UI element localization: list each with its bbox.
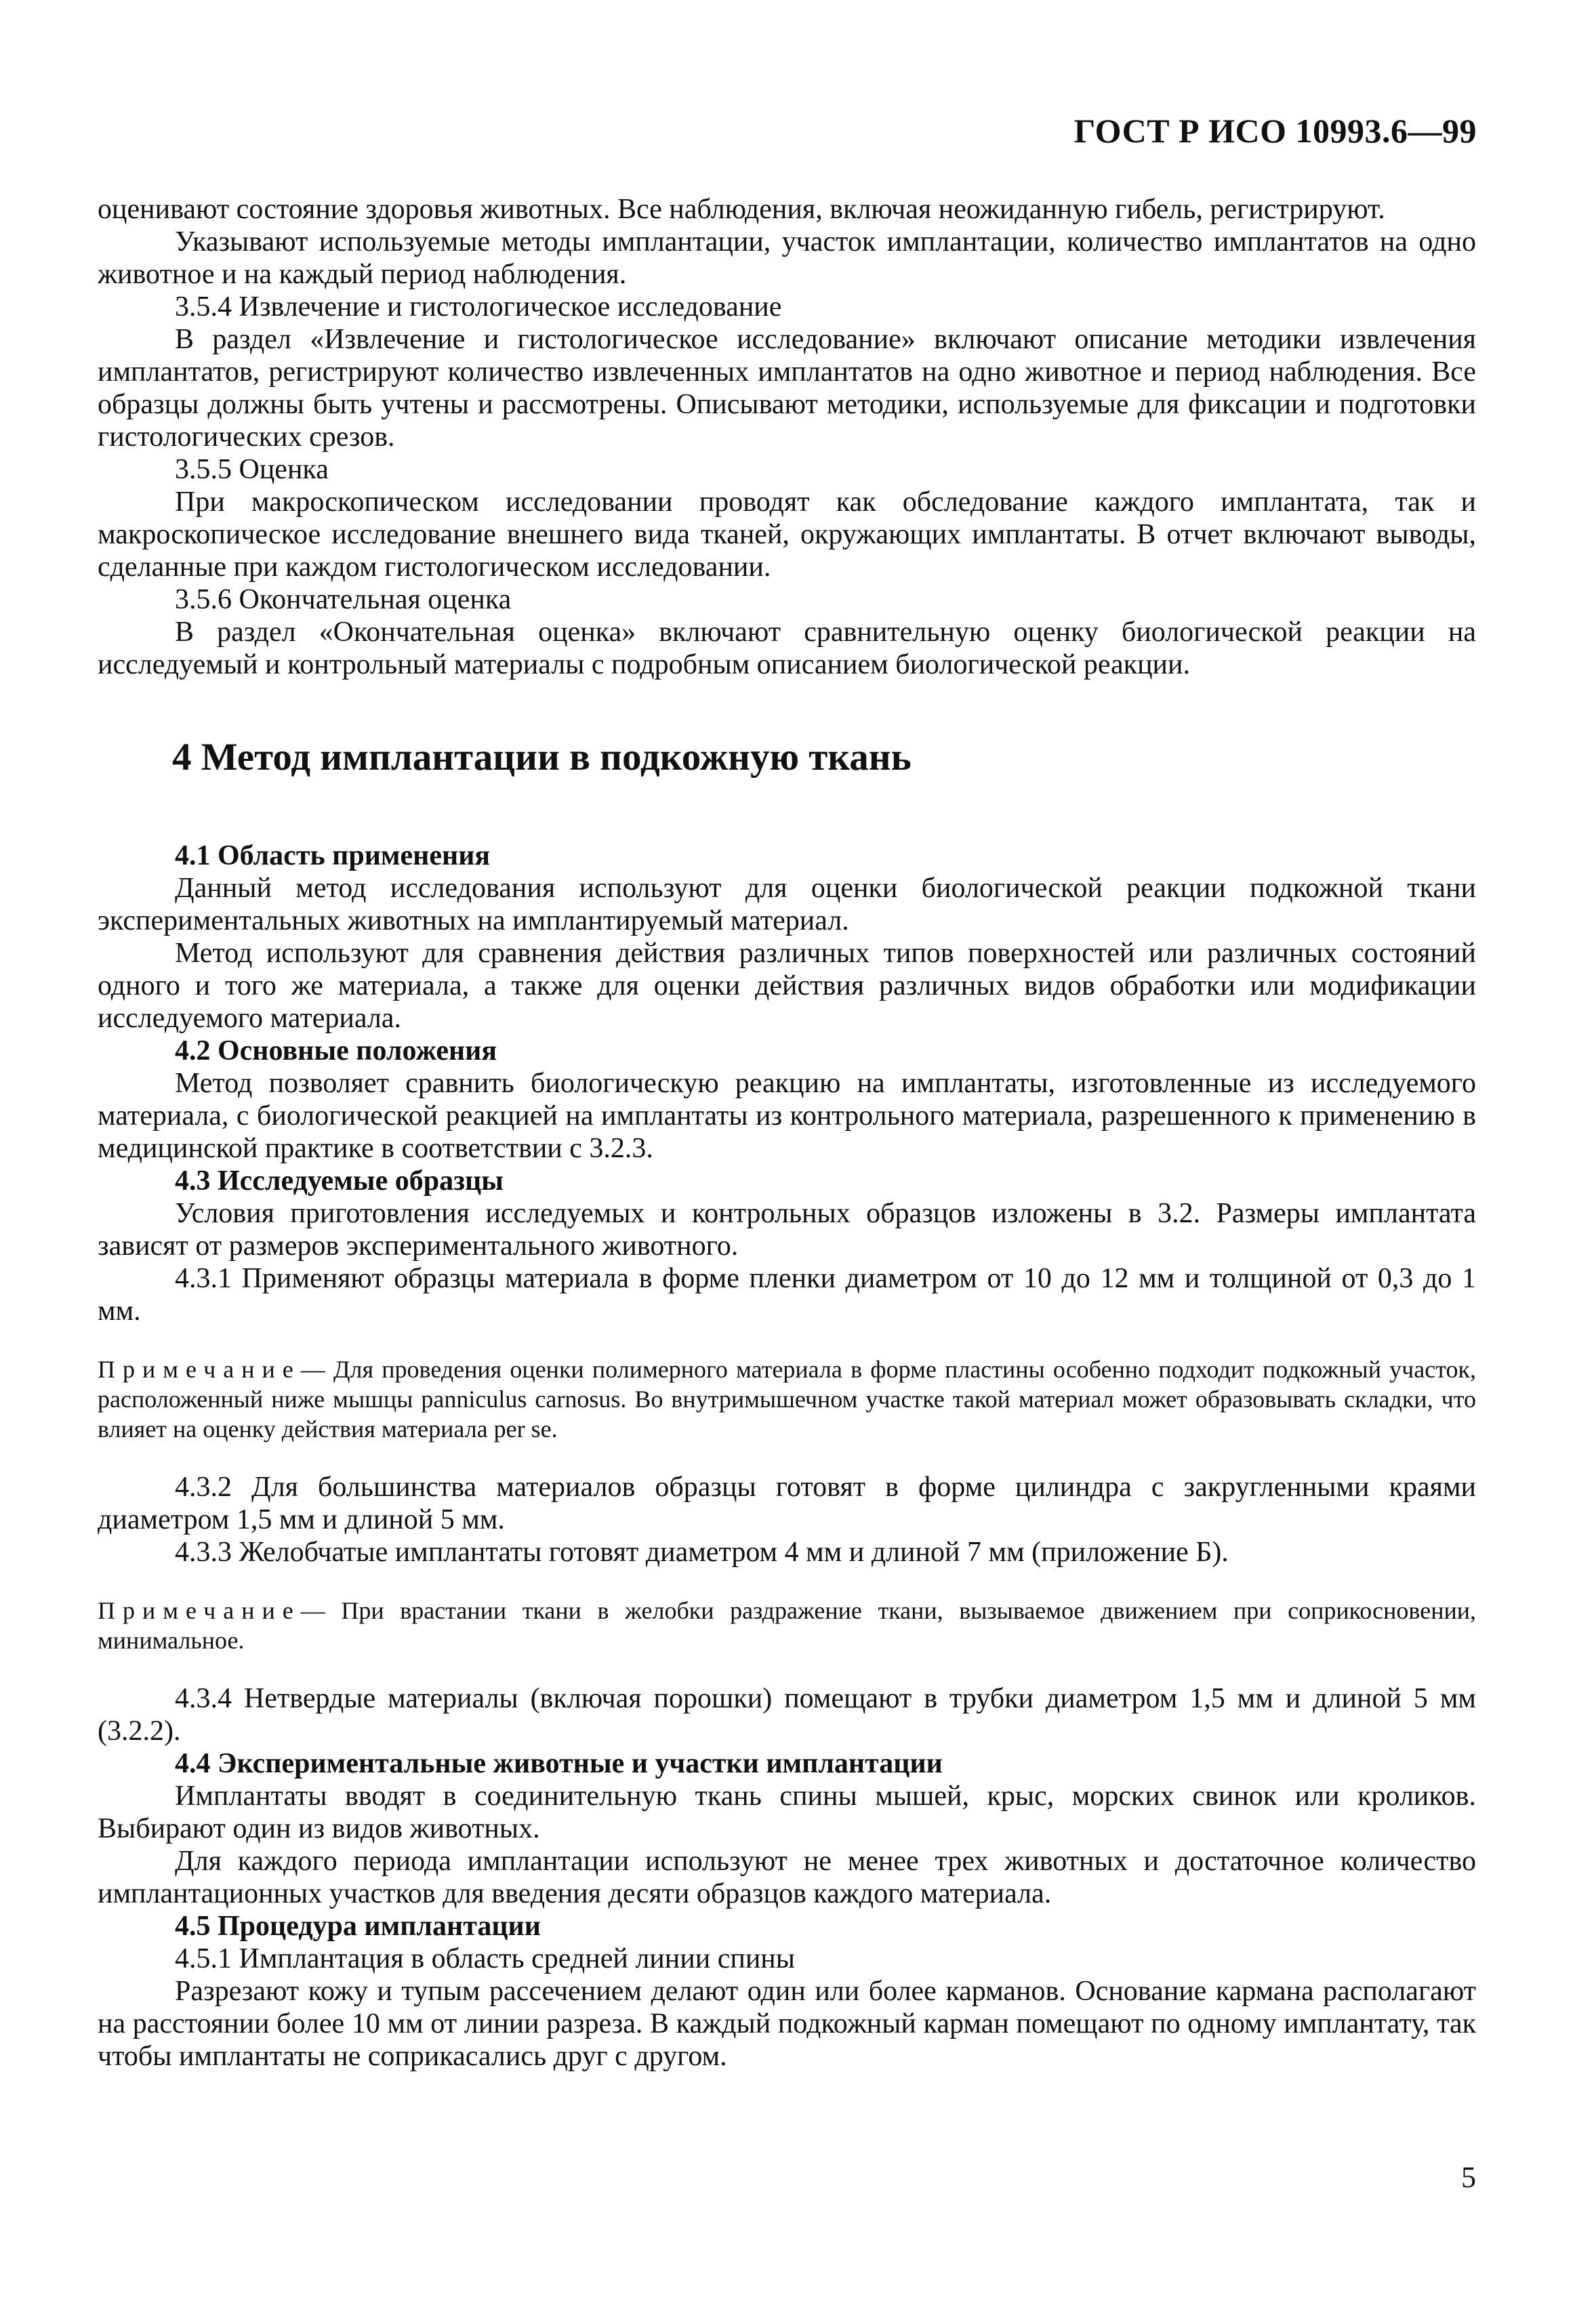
paragraph: В раздел «Окончательная оценка» включают сравнительную оценку биологической реакции на исследуемый и контрольный материалы с подробным описанием биологической реакции. — [98, 617, 1476, 680]
note-label: Примечание — [98, 1597, 301, 1624]
paragraph: Метод позволяет сравнить биологическую реакцию на имплантаты, изготовленные из исследуемого материала, с биологической реакцией на имплантаты из контрольного материала, разрешенного к применению в медицинской практике в соответствии с 3.2.3. — [98, 1068, 1476, 1164]
paragraph: Данный метод исследования используют для оценки биологической реакции подкожной ткани экспериментальных животных на имплантируемый материал. — [98, 873, 1476, 936]
paragraph: оценивают состояние здоровья животных. Все наблюдения, включая неожиданную гибель, регистрируют. — [98, 194, 1385, 225]
paragraph: Условия приготовления исследуемых и контрольных образцов изложены в 3.2. Размеры имплантата зависят от размеров экспериментального животного. — [98, 1198, 1476, 1262]
paragraph: В раздел «Извлечение и гистологическое исследование» включают описание методики извлечения имплантатов, регистрируют количество извлеченных имплантатов на одно животное и период наблюдения. Все образцы должны быть учтены и рассмотрены. Описывают методики, используемые для фиксации и подготовки гистологических срезов. — [98, 324, 1476, 453]
paragraph: При макроскопическом исследовании проводят как обследование каждого имплантата, так и макроскопическое исследование внешнего вида тканей, окружающих имплантаты. В отчет включают выводы, сделанные при каждом гистологическом исследовании. — [98, 486, 1476, 583]
section-heading: 4 Метод имплантации в подкожную ткань — [172, 736, 912, 779]
subsection-heading: 3.5.5 Оценка — [175, 454, 329, 485]
paragraph: 4.3.1 Применяют образцы материала в форме пленки диаметром от 10 до 12 мм и толщиной от 0,3 до 1 мм. — [98, 1263, 1476, 1327]
note — [98, 1596, 1476, 1655]
section-subheading: 4.2 Основные положения — [175, 1035, 497, 1066]
paragraph: Указывают используемые методы имплантации, участок имплантации, количество имплантатов на одно животное и на каждый период наблюдения. — [98, 226, 1476, 290]
section-subheading: 4.1 Область применения — [175, 840, 491, 871]
note-label: Примечание — [98, 1356, 301, 1383]
paragraph: Имплантаты вводят в соединительную ткань спины мышей, крыс, морских свинок или кроликов. Выбирают один из видов животных. — [98, 1781, 1476, 1844]
paragraph: Метод используют для сравнения действия различных типов поверхностей или различных состояний одного и того же материала, а также для оценки действия различных видов обработки или модификации исследуемого материала. — [98, 938, 1476, 1034]
paragraph: 4.3.2 Для большинства материалов образцы готовят в форме цилиндра с закругленными краями диаметром 1,5 мм и длиной 5 мм. — [98, 1472, 1476, 1535]
note-text: — Для проведения оценки полимерного материала в форме пластины особенно подходит подкожный участок, расположенный ниже мышцы panniculus carnosus. Во внутримышечном участке такой материал может образовывать складки, что влияет на оценку действия материала per se. — [98, 1356, 1476, 1443]
subsection-heading: 4.5.1 Имплантация в область средней линии спины — [175, 1943, 795, 1974]
section-subheading: 4.4 Экспериментальные животные и участки имплантации — [175, 1748, 943, 1779]
subsection-heading: 3.5.4 Извлечение и гистологическое исследование — [175, 291, 782, 323]
paragraph: 4.3.4 Нетвердые материалы (включая порошки) помещают в трубки диаметром 1,5 мм и длиной 5 мм (3.2.2). — [98, 1683, 1476, 1747]
paragraph: 4.3.3 Желобчатые имплантаты готовят диаметром 4 мм и длиной 7 мм (приложение Б). — [175, 1537, 1229, 1568]
subsection-heading: 3.5.6 Окончательная оценка — [175, 584, 512, 615]
paragraph: Разрезают кожу и тупым рассечением делают один или более карманов. Основание кармана располагают на расстоянии более 10 мм от линии разреза. В каждый подкожный карман помещают по одному имплантату, так чтобы имплантаты не соприкасались друг с другом. — [98, 1976, 1476, 2072]
section-subheading: 4.5 Процедура имплантации — [175, 1911, 541, 1942]
paragraph: Для каждого периода имплантации используют не менее трех животных и достаточное количество имплантационных участков для введения десяти образцов каждого материала. — [98, 1846, 1476, 1909]
note-text: — При врастании ткани в желобки раздражение ткани, вызываемое движением при соприкосновении, минимальное. — [98, 1597, 1476, 1654]
note — [98, 1354, 1476, 1444]
standard-code-header: ГОСТ Р ИСО 10993.6—99 — [1073, 112, 1477, 150]
page-number: 5 — [1461, 2161, 1476, 2194]
document-body — [98, 193, 1476, 2073]
section-subheading: 4.3 Исследуемые образцы — [175, 1165, 504, 1197]
